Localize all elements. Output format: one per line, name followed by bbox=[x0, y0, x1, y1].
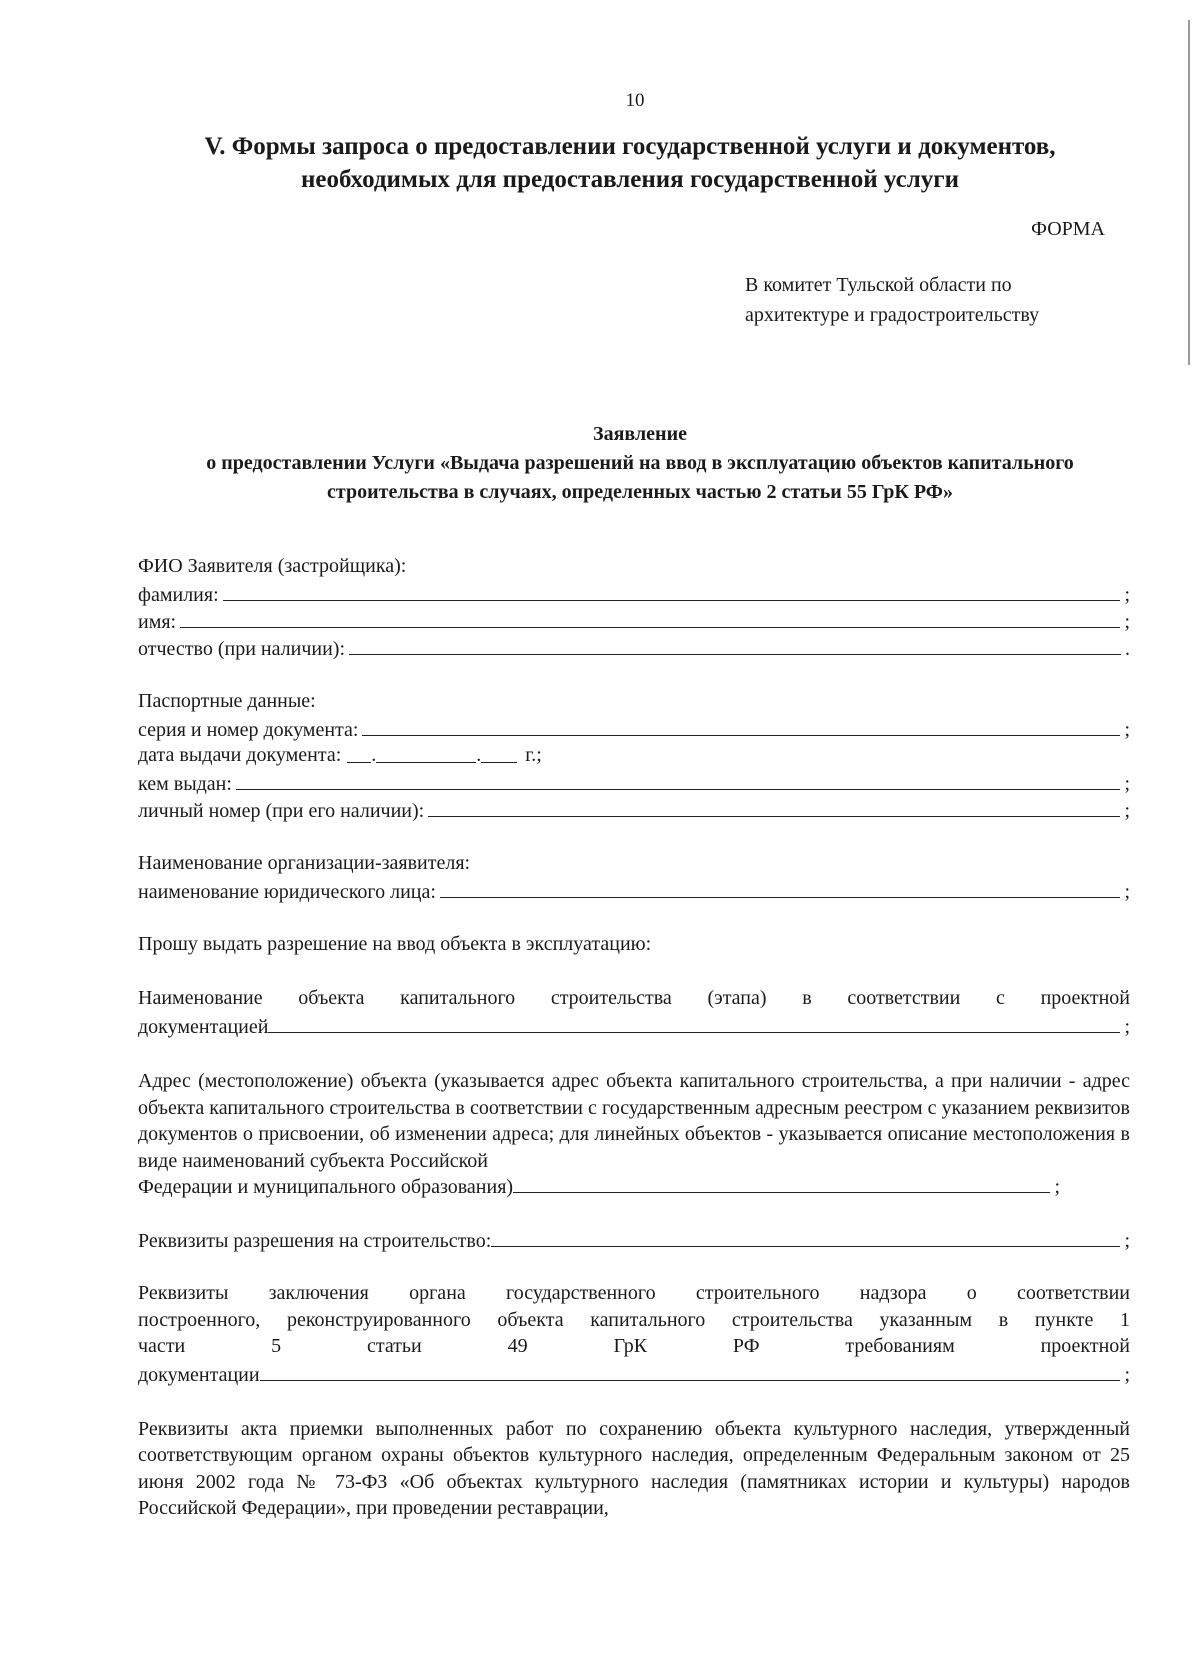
object-name-line-2: документацией bbox=[138, 1016, 269, 1038]
date-dot: . bbox=[371, 744, 377, 766]
issue-year-field[interactable] bbox=[481, 744, 517, 763]
conclusion-line-2: построенного, реконструированного объекта капитального строительства указанным в пункте 1 bbox=[138, 1308, 1130, 1331]
patronymic-field[interactable] bbox=[349, 636, 1121, 655]
addressee bbox=[745, 270, 1039, 330]
address-block bbox=[138, 1068, 1130, 1201]
period: . bbox=[1125, 638, 1130, 660]
semicolon: ; bbox=[1124, 800, 1130, 822]
request-text: Прошу выдать разрешение на ввод объекта в эксплуатацию: bbox=[138, 933, 652, 955]
semicolon: ; bbox=[1124, 1363, 1130, 1386]
passport-series-field[interactable] bbox=[362, 717, 1120, 736]
address-last-line: Федерации и муниципального образования) bbox=[138, 1176, 514, 1198]
personal-number-label: личный номер (при его наличии): bbox=[138, 800, 425, 822]
address-field[interactable] bbox=[513, 1174, 1050, 1193]
conclusion-line-3: части 5 статьи 49 ГрК РФ требованиям проектной bbox=[138, 1335, 1130, 1357]
name-field[interactable] bbox=[180, 609, 1120, 628]
semicolon: ; bbox=[1054, 1176, 1060, 1198]
passport-series-label: серия и номер документа: bbox=[138, 719, 359, 741]
passport-block bbox=[138, 690, 1130, 825]
permit-block bbox=[138, 1228, 1130, 1255]
address-text: Адрес (местоположение) объекта (указывается адрес объекта капитального строительства, а при наличии - адрес объекта капитального строительства в соответствии с государственным адресным реестром с указанием реквизитов документов о присвоении, об изменении адреса; для линейных объектов - указывается описание местоположения в виде наименований субъекта Российской bbox=[138, 1070, 1130, 1172]
conclusion-field[interactable] bbox=[260, 1362, 1121, 1381]
passport-heading: Паспортные данные: bbox=[138, 690, 316, 712]
organization-heading: Наименование организации-заявителя: bbox=[138, 852, 471, 874]
conclusion-line-4: документации bbox=[138, 1363, 260, 1386]
section-title: V. Формы запроса о предоставлении государственной услуги и документов, необходимых для предоставления государственной услуги bbox=[204, 133, 1056, 193]
date-suffix: г.; bbox=[525, 744, 542, 766]
issue-day-field[interactable] bbox=[347, 744, 371, 763]
issue-date-label: дата выдачи документа: bbox=[138, 744, 342, 766]
request-block bbox=[138, 933, 1130, 960]
semicolon: ; bbox=[1124, 1230, 1130, 1252]
issued-by-field[interactable] bbox=[236, 771, 1120, 790]
issued-by-label: кем выдан: bbox=[138, 773, 232, 795]
permit-field[interactable] bbox=[491, 1228, 1120, 1247]
page-number: 10 bbox=[625, 90, 645, 111]
conclusion-block bbox=[138, 1282, 1130, 1389]
semicolon: ; bbox=[1124, 1016, 1130, 1038]
applicant-block bbox=[138, 555, 1130, 663]
permit-label: Реквизиты разрешения на строительство: bbox=[138, 1230, 492, 1252]
addressee-line-2: архитектуре и градостроительству bbox=[745, 304, 1040, 326]
personal-number-field[interactable] bbox=[428, 798, 1120, 817]
statement-title: Заявление bbox=[593, 423, 687, 445]
acceptance-text: Реквизиты акта приемки выполненных работ по сохранению объекта культурного наследия, утвержденный соответствующим органом охраны объектов культурного наследия, определенным Федеральным законом от 25 июня 2002 года № 73-ФЗ «Об объектах культурного наследия (памятниках истории и культуры) народов Российской Федерации», при проведении реставрации, bbox=[138, 1417, 1130, 1519]
semicolon: ; bbox=[1124, 584, 1130, 606]
legal-name-label: наименование юридического лица: bbox=[138, 881, 436, 903]
semicolon: ; bbox=[1124, 719, 1130, 741]
forma-label: ФОРМА bbox=[1031, 218, 1105, 240]
object-name-block bbox=[138, 987, 1130, 1041]
semicolon: ; bbox=[1124, 611, 1130, 633]
organization-block bbox=[138, 852, 1130, 906]
semicolon: ; bbox=[1124, 773, 1130, 795]
date-dot: . bbox=[476, 744, 482, 766]
addressee-line-1: В комитет Тульской области по bbox=[745, 274, 1012, 296]
conclusion-line-1: Реквизиты заключения органа государственного строительного надзора о соответствии bbox=[138, 1282, 1130, 1304]
surname-label: фамилия: bbox=[138, 584, 219, 606]
legal-name-field[interactable] bbox=[440, 879, 1121, 898]
statement-heading bbox=[180, 420, 1100, 507]
surname-field[interactable] bbox=[223, 582, 1121, 601]
acceptance-block bbox=[138, 1416, 1130, 1522]
statement-subtitle: о предоставлении Услуги «Выдача разрешений на ввод в эксплуатацию объектов капитального строительства в случаях, определенных частью 2 статьи 55 ГрК РФ» bbox=[206, 452, 1074, 503]
application-form bbox=[138, 555, 1130, 1522]
applicant-heading: ФИО Заявителя (застройщика): bbox=[138, 555, 407, 577]
object-name-field[interactable] bbox=[268, 1014, 1120, 1033]
semicolon: ; bbox=[1124, 881, 1130, 903]
issue-month-field[interactable] bbox=[376, 744, 476, 763]
scan-edge bbox=[1188, 20, 1190, 365]
patronymic-label: отчество (при наличии): bbox=[138, 638, 346, 660]
name-label: имя: bbox=[138, 611, 177, 633]
object-name-line-1: Наименование объекта капитального строительства (этапа) в соответствии с проектной bbox=[138, 987, 1130, 1009]
